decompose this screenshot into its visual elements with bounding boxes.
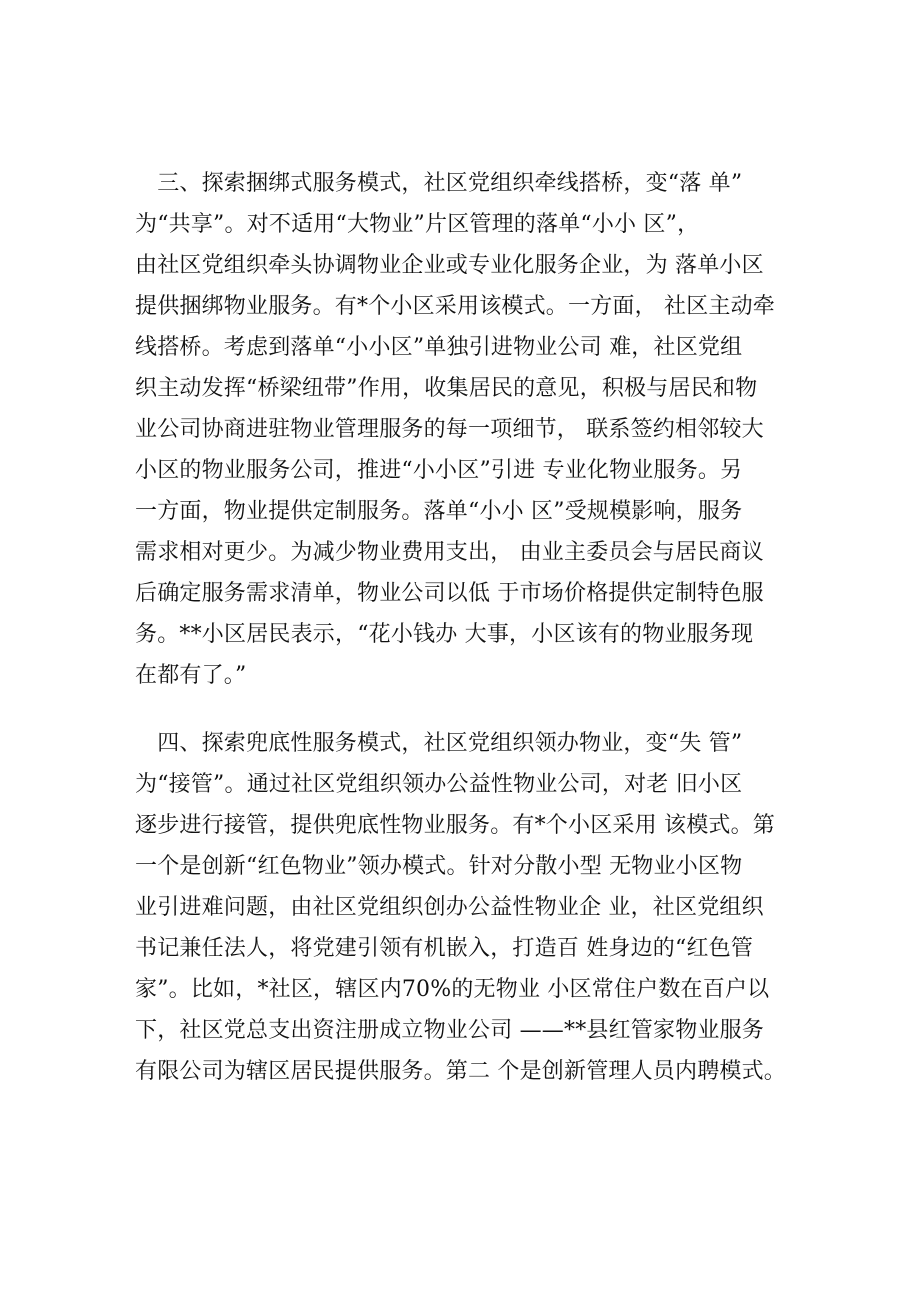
paragraph-section-3 — [135, 163, 815, 696]
text-line: 业引进难问题，由社区党组织创办公益性物业企 业，社区党组织 — [135, 895, 764, 920]
text-line: 业公司协商进驻物业管理服务的每一项细节， 联系签约相邻较大 — [135, 417, 764, 442]
text-line: 提供捆绑物业服务。有*个小区采用该模式。一方面， 社区主动牵 — [135, 294, 775, 319]
text-line: 需求相对更少。为减少物业费用支出， 由业主委员会与居民商议 — [135, 540, 764, 565]
text-line: 务。**小区居民表示，“花小钱办 大事，小区该有的物业服务现 — [135, 622, 754, 647]
text-line: 为“共享”。对不适用“大物业”片区管理的落单“小小 区”， — [135, 212, 700, 237]
text-line: 有限公司为辖区居民提供服务。第二 个是创新管理人员内聘模式。 — [135, 1059, 786, 1084]
text-line: 逐步进行接管，提供兜底性物业服务。有*个小区采用 该模式。第 — [135, 813, 775, 838]
text-line: 由社区党组织牵头协调物业企业或专业化服务企业，为 落单小区 — [135, 253, 764, 278]
text-line: 织主动发挥“桥梁纽带”作用，收集居民的意见，积极与居民和物 — [135, 376, 758, 401]
text-line: 为“接管”。通过社区党组织领办公益性物业公司，对老 旧小区 — [135, 772, 743, 797]
text-line: 四、探索兜底性服务模式，社区党组织领办物业，变“失 管” — [135, 731, 743, 756]
paragraph-section-4 — [135, 723, 815, 1092]
text-line: 书记兼任法人，将党建引领有机嵌入，打造百 姓身边的“红色管 — [135, 936, 754, 961]
text-line: 家”。比如，*社区，辖区内70%的无物业 小区常住户数在百户以 — [135, 977, 770, 1002]
text-line: 一方面，物业提供定制服务。落单“小小 区”受规模影响，服务 — [135, 499, 743, 524]
text-line: 后确定服务需求清单，物业公司以低 于市场价格提供定制特色服 — [135, 581, 764, 606]
text-line: 小区的物业服务公司，推进“小小区”引进 专业化物业服务。另 — [135, 458, 743, 483]
text-line: 线搭桥。考虑到落单“小小区”单独引进物业公司 难，社区党组 — [135, 335, 743, 360]
text-line: 一个是创新“红色物业”领办模式。针对分散小型 无物业小区物 — [135, 854, 743, 879]
text-line: 三、探索捆绑式服务模式，社区党组织牵线搭桥，变“落 单” — [135, 171, 743, 196]
text-line: 下，社区党总支出资注册成立物业公司 ——**县红管家物业服务 — [135, 1018, 764, 1043]
text-line: 在都有了。” — [135, 663, 247, 688]
